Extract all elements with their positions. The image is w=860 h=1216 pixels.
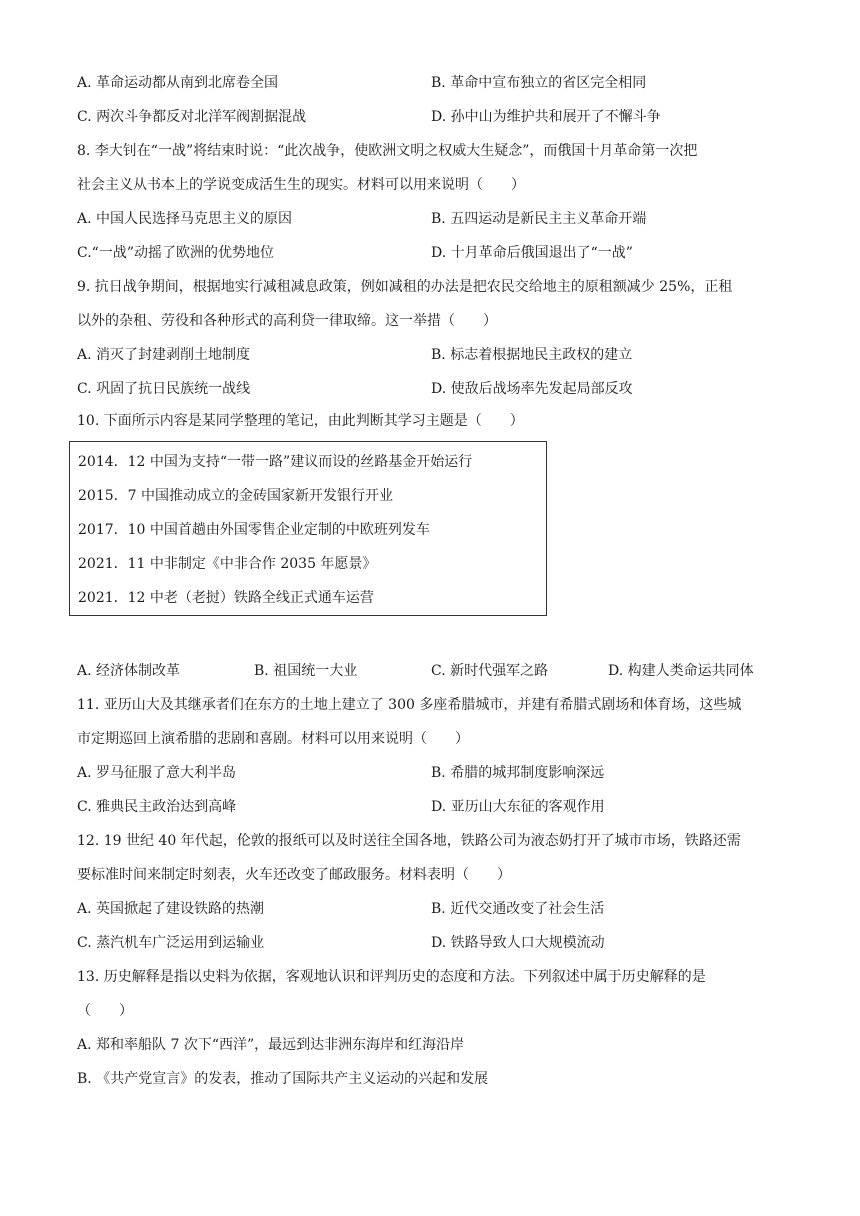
q13-stem-line-2: （ ） [77, 1003, 133, 1019]
q8-option-b: B. 五四运动是新民主主义革命开端 [431, 211, 647, 227]
q8-option-c: C.“一战”动摇了欧洲的优势地位 [77, 245, 274, 261]
q11-option-a: A. 罗马征服了意大利半岛 [77, 765, 237, 781]
q10-option-b: B. 祖国统一大业 [254, 663, 358, 679]
q7-option-c: C. 两次斗争都反对北洋军阀割据混战 [77, 109, 307, 125]
q8-stem-line-2: 社会主义从书本上的学说变成活生生的现实。材料可以用来说明（ ） [77, 177, 525, 193]
q12-stem-line-1: 12. 19 世纪 40 年代起，伦敦的报纸可以及时送往全国各地，铁路公司为液态奶打开了城市市场，铁路还需 [77, 833, 741, 849]
q9-option-a: A. 消灭了封建剥削土地制度 [77, 347, 251, 363]
q13-option-b: B. 《共产党宣言》的发表，推动了国际共产主义运动的兴起和发展 [77, 1071, 489, 1087]
q12-stem-line-2: 要标准时间来制定时刻表，火车还改变了邮政服务。材料表明（ ） [77, 867, 511, 883]
q11-option-d: D. 亚历山大东征的客观作用 [431, 799, 605, 815]
q8-option-a: A. 中国人民选择马克思主义的原因 [77, 211, 293, 227]
q12-option-b: B. 近代交通改变了社会生活 [431, 901, 605, 917]
q12-option-c: C. 蒸汽机车广泛运用到运输业 [77, 935, 265, 951]
q8-stem-line-1: 8. 李大钊在“一战”将结束时说：“此次战争，使欧洲文明之权威大生疑念”，而俄国十月革命第一次把 [77, 143, 698, 159]
q11-option-b: B. 希腊的城邦制度影响深远 [431, 765, 605, 781]
q9-option-b: B. 标志着根据地民主政权的建立 [431, 347, 633, 363]
q10-notes-box [69, 441, 547, 616]
q9-stem-line-1: 9. 抗日战争期间，根据地实行减租减息政策，例如减租的办法是把农民交给地主的原租额减少 25%，正租 [77, 279, 733, 295]
note-item: 2021．11 中非制定《中非合作 2035 年愿景》 [78, 556, 377, 572]
q11-stem-line-1: 11. 亚历山大及其继承者们在东方的土地上建立了 300 多座希腊城市，并建有希腊式剧场和体育场，这些城 [77, 697, 742, 713]
note-item: 2021．12 中老（老挝）铁路全线正式通车运营 [78, 590, 374, 606]
note-item: 2015．7 中国推动成立的金砖国家新开发银行开业 [78, 488, 393, 504]
q7-option-b: B. 革命中宣布独立的省区完全相同 [431, 75, 647, 91]
q7-option-d: D. 孙中山为维护共和展开了不懈斗争 [431, 109, 661, 125]
note-item: 2014．12 中国为支持“一带一路”建议而设的丝路基金开始运行 [78, 454, 473, 470]
note-item: 2017．10 中国首趟由外国零售企业定制的中欧班列发车 [78, 522, 430, 538]
q12-option-d: D. 铁路导致人口大规模流动 [431, 935, 605, 951]
q13-option-a: A. 郑和率船队 7 次下“西洋”，最远到达非洲东海岸和红海沿岸 [77, 1037, 465, 1053]
q13-stem-line-1: 13. 历史解释是指以史料为依据，客观地认识和评判历史的态度和方法。下列叙述中属于历史解释的是 [77, 969, 706, 985]
q10-stem: 10. 下面所示内容是某同学整理的笔记，由此判断其学习主题是（ ） [77, 413, 524, 429]
q8-option-d: D. 十月革命后俄国退出了“一战” [431, 245, 633, 261]
q7-option-a: A. 革命运动都从南到北席卷全国 [77, 75, 279, 91]
q11-stem-line-2: 市定期巡回上演希腊的悲剧和喜剧。材料可以用来说明（ ） [77, 731, 469, 747]
q10-option-c: C. 新时代强军之路 [431, 663, 549, 679]
q11-option-c: C. 雅典民主政治达到高峰 [77, 799, 237, 815]
q10-option-d: D. 构建人类命运共同体 [608, 663, 754, 679]
q9-option-c: C. 巩固了抗日民族统一战线 [77, 381, 251, 397]
q9-stem-line-2: 以外的杂租、劳役和各种形式的高利贷一律取缔。这一举措（ ） [77, 313, 497, 329]
q12-option-a: A. 英国掀起了建设铁路的热潮 [77, 901, 265, 917]
q10-option-a: A. 经济体制改革 [77, 663, 181, 679]
q9-option-d: D. 使敌后战场率先发起局部反攻 [431, 381, 633, 397]
